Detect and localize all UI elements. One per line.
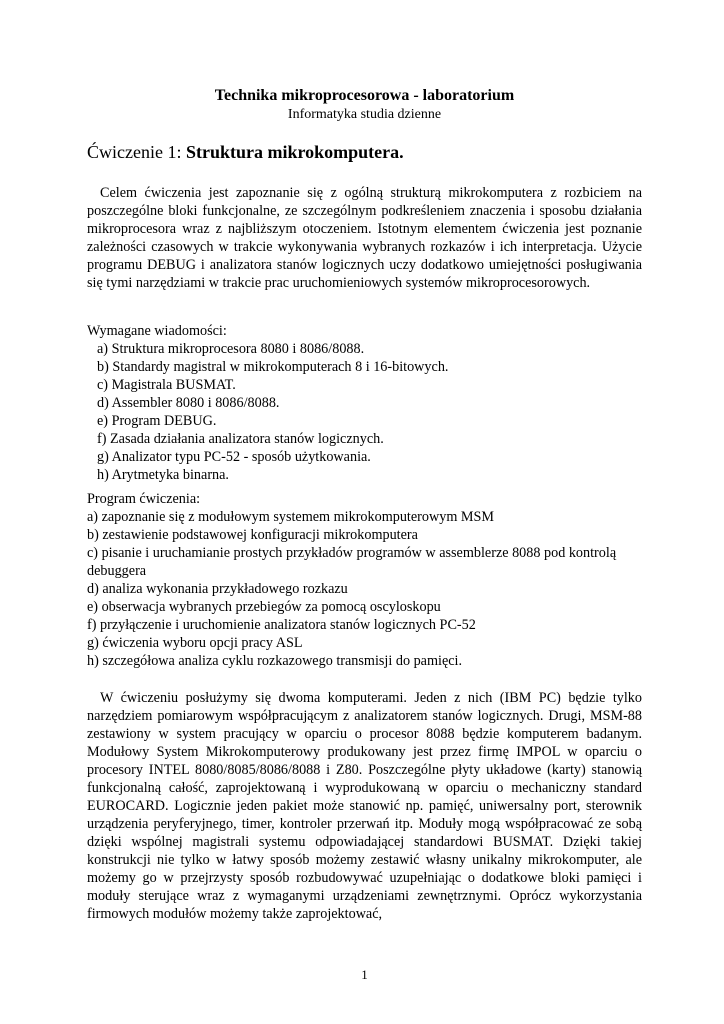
requirements-label: Wymagane wiadomości: xyxy=(87,323,227,339)
list-item: g) ćwiczenia wyboru opcji pracy ASL xyxy=(87,635,303,651)
exercise-prefix: Ćwiczenie 1: xyxy=(87,142,186,162)
list-item: b) zestawienie podstawowej konfiguracji mikrokomputera xyxy=(87,527,418,543)
list-item: h) Arytmetyka binarna. xyxy=(97,467,229,483)
list-item: c) Magistrala BUSMAT. xyxy=(97,377,236,393)
list-item: f) przyłączenie i uruchomienie analizatora stanów logicznych PC-52 xyxy=(87,617,476,633)
list-item: g) Analizator typu PC-52 - sposób użytkowania. xyxy=(97,449,371,465)
exercise-name: Struktura mikrokomputera. xyxy=(185,142,404,162)
list-item: e) Program DEBUG. xyxy=(97,413,217,429)
list-item: f) Zasada działania analizatora stanów logicznych. xyxy=(97,431,384,447)
intro-paragraph-text: Celem ćwiczenia jest zapoznanie się z ogólną strukturą mikrokomputera z rozbiciem na poszczególne bloki funkcjonalne, ze szczególnym podkreśleniem znaczenia i sposobu działania mikroprocesora wraz z najbliższym otoczeniem. Istotnym elementem ćwiczenia jest poznanie zależności czasowych w trakcie wykonywania wybranych rozkazów i ich interpretacja. Użycie programu DEBUG i analizatora stanów logicznych uczy dodatkowo umiejętności posługiwania się tymi narzędziami w trakcie prac uruchomieniowych systemów mikroprocesorowych. xyxy=(87,185,642,291)
body-paragraph-text: W ćwiczeniu posłużymy się dwoma komputerami. Jeden z nich (IBM PC) będzie tylko narzędziem pomiarowym współpracującym z analizatorem stanów logicznych. Drugi, MSM-88 zestawiony w system pracujący w oparciu o procesor 8088 będzie komputerem badanym. Modułowy System Mikrokomputerowy produkowany jest przez firmę IMPOL w oparciu o procesory INTEL 8080/8085/8086/8088 i Z80. Poszczególne płyty układowe (karty) stanowią funkcjonalną całość, zaprojektowaną i wyprodukowaną w oparciu o mechaniczny standard EUROCARD. Logicznie jeden pakiet może stanowić np. pamięć, uniwersalny port, sterownik urządzenia peryferyjnego, timer, kontroler przerwań itp. Moduły mogą współpracować ze sobą dzięki wspólnej magistrali systemu odpowiadającej standardowi BUSMAT. Dzięki takiej konstrukcji nie tylko w łatwy sposób możemy zestawić własny unikalny mikrokomputer, ale możemy go w przejrzysty sposób rozbudowywać uzupełniając o dodatkowe bloki pamięci i moduły sterujące wraz z wymaganymi urządzeniami zewnętrznymi. Oprócz wykorzystania firmowych modułów możemy także zaprojektować, xyxy=(87,690,642,922)
list-item: a) Struktura mikroprocesora 8080 i 8086/8088. xyxy=(97,341,365,357)
list-item: d) analiza wykonania przykładowego rozkazu xyxy=(87,581,348,597)
exercise-heading xyxy=(87,141,404,163)
list-item: e) obserwacja wybranych przebiegów za pomocą oscyloskopu xyxy=(87,599,441,615)
intro-paragraph xyxy=(87,184,642,292)
list-item: d) Assembler 8080 i 8086/8088. xyxy=(97,395,280,411)
list-item: b) Standardy magistral w mikrokomputerach 8 i 16-bitowych. xyxy=(97,359,449,375)
body-paragraph xyxy=(87,689,642,923)
page-number: 1 xyxy=(361,967,368,982)
document-title: Technika mikroprocesorowa - laboratorium xyxy=(214,87,515,104)
requirements-list xyxy=(97,340,448,484)
program-list xyxy=(87,508,642,670)
document-subtitle: Informatyka studia dzienne xyxy=(287,107,442,122)
list-item: c) pisanie i uruchamianie prostych przykładów programów w assemblerze 8088 pod kontrolą debuggera xyxy=(87,545,617,579)
list-item: a) zapoznanie się z modułowym systemem mikrokomputerowym MSM xyxy=(87,509,495,525)
list-item: h) szczegółowa analiza cyklu rozkazowego transmisji do pamięci. xyxy=(87,653,463,669)
program-label: Program ćwiczenia: xyxy=(87,491,201,507)
